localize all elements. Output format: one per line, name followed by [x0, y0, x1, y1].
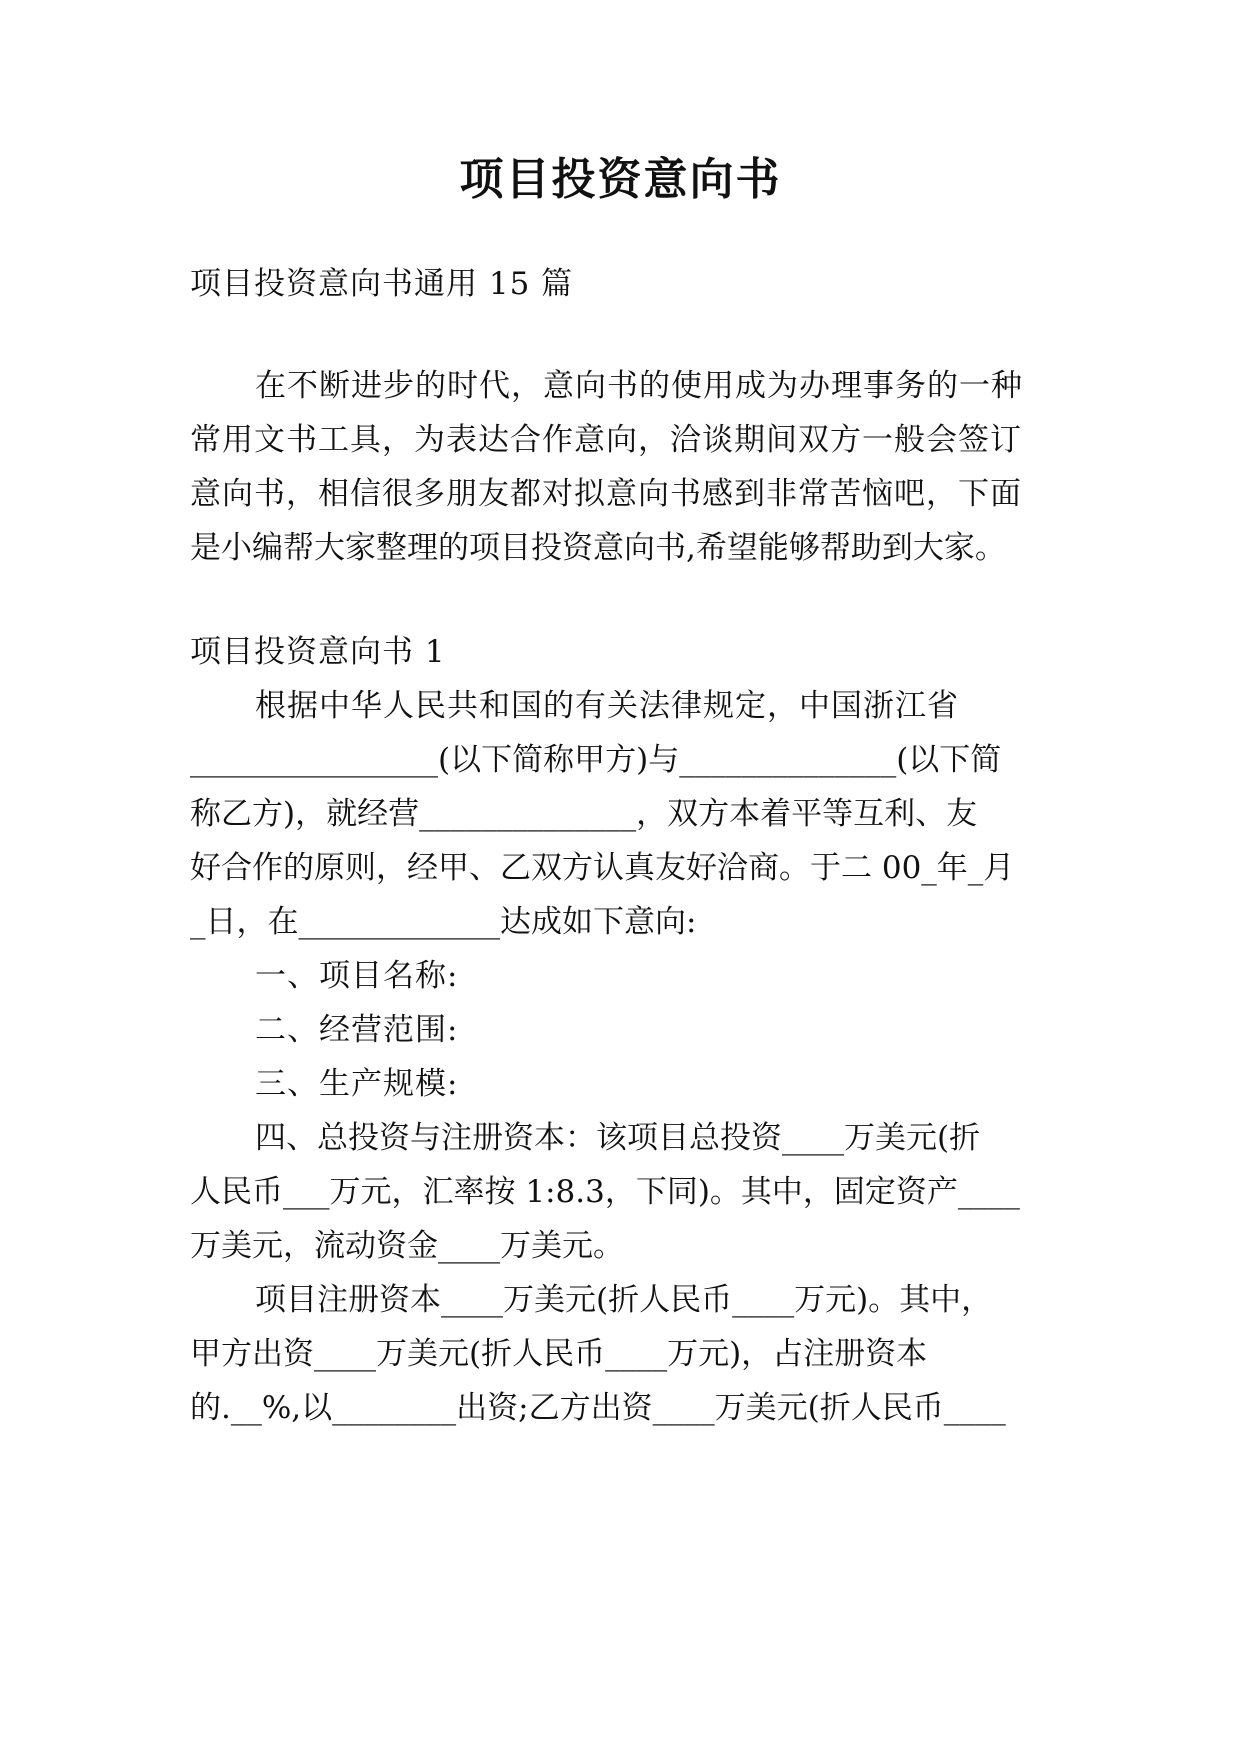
intro-line-2: 常用文书工具，为表达合作意向，洽谈期间双方一般会签订 [190, 422, 1022, 458]
document-subtitle: 项目投资意向书通用 15 篇 [190, 266, 574, 302]
section-heading: 项目投资意向书 1 [190, 634, 446, 670]
body-line-12: 项目注册资本____万美元(折人民币____万元)。其中， [255, 1282, 993, 1318]
body-line-3: 称乙方)，就经营______________，双方本着平等互利、友 [190, 796, 978, 832]
intro-line-1: 在不断进步的时代，意向书的使用成为办理事务的一种 [255, 368, 1023, 404]
intro-line-3: 意向书，相信很多朋友都对拟意向书感到非常苦恼吧，下面 [190, 476, 1022, 512]
body-item-project-name: 一、项目名称: [255, 958, 459, 994]
body-line-11: 万美元，流动资金____万美元。 [190, 1228, 624, 1264]
document-title: 项目投资意向书 [459, 154, 782, 205]
body-item-production-scale: 三、生产规模: [255, 1066, 459, 1102]
body-line-14: 的.__%,以________出资;乙方出资____万美元(折人民币____ [190, 1390, 1006, 1426]
body-item-investment: 四、总投资与注册资本：该项目总投资____万美元(折 [255, 1120, 981, 1156]
body-item-business-scope: 二、经营范围: [255, 1012, 459, 1048]
body-line-10: 人民币___万元，汇率按 1:8.3，下同)。其中，固定资产____ [190, 1174, 1020, 1210]
body-line-4: 好合作的原则，经甲、乙双方认真友好洽商。于二 00_年_月 [190, 850, 1015, 886]
intro-line-4: 是小编帮大家整理的项目投资意向书,希望能够帮助到大家。 [190, 530, 1006, 566]
body-line-1: 根据中华人民共和国的有关法律规定，中国浙江省 [255, 688, 959, 724]
body-line-13: 甲方出资____万美元(折人民币____万元)，占注册资本 [190, 1336, 928, 1372]
body-line-5: _日，在_____________达成如下意向: [190, 904, 697, 940]
body-line-2: ________________(以下简称甲方)与______________(以下简 [190, 742, 1002, 778]
